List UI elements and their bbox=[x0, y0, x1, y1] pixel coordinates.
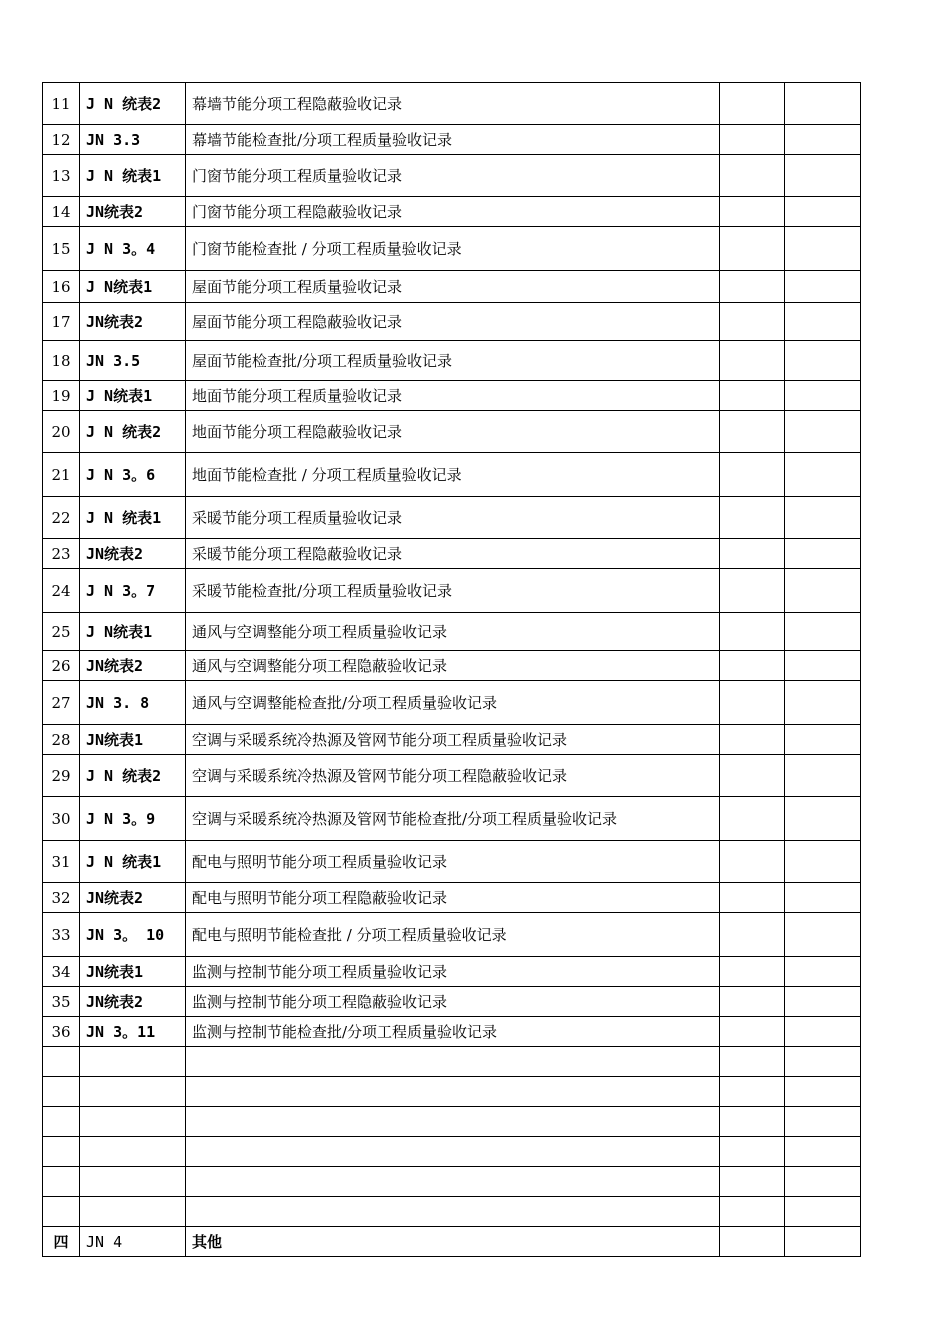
form-code: J N 统表2 bbox=[80, 411, 186, 453]
blank-cell bbox=[785, 539, 861, 569]
blank-cell bbox=[785, 913, 861, 957]
record-title: 屋面节能检查批/分项工程质量验收记录 bbox=[186, 341, 720, 381]
table-row bbox=[43, 227, 861, 271]
record-title: 地面节能分项工程隐蔽验收记录 bbox=[186, 411, 720, 453]
table-row bbox=[43, 1017, 861, 1047]
row-number: 32 bbox=[43, 883, 80, 913]
blank-cell bbox=[785, 497, 861, 539]
table-row bbox=[43, 303, 861, 341]
form-code: JN统表2 bbox=[80, 539, 186, 569]
blank-cell bbox=[720, 1227, 785, 1257]
row-number: 36 bbox=[43, 1017, 80, 1047]
table-row bbox=[43, 651, 861, 681]
blank-cell bbox=[785, 841, 861, 883]
row-number: 26 bbox=[43, 651, 80, 681]
blank-cell bbox=[720, 797, 785, 841]
empty-row bbox=[43, 1137, 861, 1167]
record-title: 配电与照明节能分项工程隐蔽验收记录 bbox=[186, 883, 720, 913]
blank-cell bbox=[43, 1077, 80, 1107]
row-number: 22 bbox=[43, 497, 80, 539]
blank-cell bbox=[785, 755, 861, 797]
blank-cell bbox=[720, 539, 785, 569]
blank-cell bbox=[80, 1137, 186, 1167]
blank-cell bbox=[720, 197, 785, 227]
row-number: 25 bbox=[43, 613, 80, 651]
blank-cell bbox=[720, 569, 785, 613]
blank-cell bbox=[720, 913, 785, 957]
empty-row bbox=[43, 1197, 861, 1227]
empty-row bbox=[43, 1107, 861, 1137]
form-code: J N 统表2 bbox=[80, 755, 186, 797]
form-code: J N 统表1 bbox=[80, 497, 186, 539]
blank-cell bbox=[186, 1107, 720, 1137]
blank-cell bbox=[785, 303, 861, 341]
record-title: 门窗节能分项工程隐蔽验收记录 bbox=[186, 197, 720, 227]
table-row bbox=[43, 197, 861, 227]
blank-cell bbox=[785, 197, 861, 227]
blank-cell bbox=[80, 1077, 186, 1107]
record-title: 屋面节能分项工程隐蔽验收记录 bbox=[186, 303, 720, 341]
record-title: 地面节能检查批 / 分项工程质量验收记录 bbox=[186, 453, 720, 497]
form-code: J N 统表2 bbox=[80, 83, 186, 125]
row-number: 33 bbox=[43, 913, 80, 957]
blank-cell bbox=[785, 125, 861, 155]
table-row bbox=[43, 725, 861, 755]
blank-cell bbox=[720, 381, 785, 411]
table-row bbox=[43, 841, 861, 883]
form-code: J N统表1 bbox=[80, 271, 186, 303]
blank-cell bbox=[785, 1017, 861, 1047]
empty-row bbox=[43, 1047, 861, 1077]
form-code: J N统表1 bbox=[80, 381, 186, 411]
table-row bbox=[43, 957, 861, 987]
record-title: 通风与空调整能分项工程隐蔽验收记录 bbox=[186, 651, 720, 681]
table-row bbox=[43, 341, 861, 381]
row-number: 30 bbox=[43, 797, 80, 841]
table-row bbox=[43, 569, 861, 613]
row-number: 28 bbox=[43, 725, 80, 755]
blank-cell bbox=[80, 1167, 186, 1197]
blank-cell bbox=[720, 1197, 785, 1227]
row-number: 23 bbox=[43, 539, 80, 569]
record-title: 空调与采暖系统冷热源及管网节能分项工程质量验收记录 bbox=[186, 725, 720, 755]
form-code: J N统表1 bbox=[80, 613, 186, 651]
record-title: 监测与控制节能检查批/分项工程质量验收记录 bbox=[186, 1017, 720, 1047]
section-title: 其他 bbox=[186, 1227, 720, 1257]
blank-cell bbox=[785, 1227, 861, 1257]
blank-cell bbox=[720, 1107, 785, 1137]
record-title: 门窗节能检查批 / 分项工程质量验收记录 bbox=[186, 227, 720, 271]
blank-cell bbox=[186, 1167, 720, 1197]
row-number: 17 bbox=[43, 303, 80, 341]
row-number: 11 bbox=[43, 83, 80, 125]
row-number: 15 bbox=[43, 227, 80, 271]
record-title: 通风与空调整能检查批/分项工程质量验收记录 bbox=[186, 681, 720, 725]
table-row bbox=[43, 411, 861, 453]
blank-cell bbox=[785, 381, 861, 411]
empty-row bbox=[43, 1077, 861, 1107]
blank-cell bbox=[785, 569, 861, 613]
blank-cell bbox=[785, 1047, 861, 1077]
record-title: 监测与控制节能分项工程隐蔽验收记录 bbox=[186, 987, 720, 1017]
blank-cell bbox=[186, 1197, 720, 1227]
blank-cell bbox=[785, 1077, 861, 1107]
form-code: J N 3。9 bbox=[80, 797, 186, 841]
blank-cell bbox=[785, 681, 861, 725]
form-code: JN 3。 10 bbox=[80, 913, 186, 957]
blank-cell bbox=[186, 1077, 720, 1107]
blank-cell bbox=[720, 1047, 785, 1077]
blank-cell bbox=[43, 1047, 80, 1077]
row-number: 20 bbox=[43, 411, 80, 453]
row-number: 24 bbox=[43, 569, 80, 613]
blank-cell bbox=[720, 271, 785, 303]
blank-cell bbox=[43, 1197, 80, 1227]
blank-cell bbox=[720, 341, 785, 381]
blank-cell bbox=[785, 1137, 861, 1167]
form-code: J N 统表1 bbox=[80, 841, 186, 883]
row-number: 18 bbox=[43, 341, 80, 381]
blank-cell bbox=[720, 411, 785, 453]
row-number: 16 bbox=[43, 271, 80, 303]
record-title: 配电与照明节能分项工程质量验收记录 bbox=[186, 841, 720, 883]
blank-cell bbox=[785, 957, 861, 987]
blank-cell bbox=[785, 1167, 861, 1197]
blank-cell bbox=[43, 1107, 80, 1137]
blank-cell bbox=[720, 883, 785, 913]
form-code: JN统表2 bbox=[80, 303, 186, 341]
blank-cell bbox=[785, 797, 861, 841]
table-row bbox=[43, 155, 861, 197]
blank-cell bbox=[720, 1137, 785, 1167]
form-code: JN统表2 bbox=[80, 883, 186, 913]
blank-cell bbox=[785, 1197, 861, 1227]
row-number: 35 bbox=[43, 987, 80, 1017]
record-title: 空调与采暖系统冷热源及管网节能分项工程隐蔽验收记录 bbox=[186, 755, 720, 797]
records-table-body bbox=[43, 83, 861, 1257]
form-code: JN统表2 bbox=[80, 197, 186, 227]
record-title: 采暖节能分项工程隐蔽验收记录 bbox=[186, 539, 720, 569]
table-row bbox=[43, 913, 861, 957]
blank-cell bbox=[720, 227, 785, 271]
blank-cell bbox=[720, 303, 785, 341]
blank-cell bbox=[720, 987, 785, 1017]
form-code: JN 3. 8 bbox=[80, 681, 186, 725]
blank-cell bbox=[80, 1047, 186, 1077]
form-code: JN统表2 bbox=[80, 651, 186, 681]
blank-cell bbox=[720, 651, 785, 681]
empty-row bbox=[43, 1167, 861, 1197]
blank-cell bbox=[785, 883, 861, 913]
form-code: JN统表1 bbox=[80, 957, 186, 987]
blank-cell bbox=[785, 987, 861, 1017]
blank-cell bbox=[785, 411, 861, 453]
form-code: JN统表1 bbox=[80, 725, 186, 755]
blank-cell bbox=[785, 83, 861, 125]
blank-cell bbox=[43, 1137, 80, 1167]
form-code: J N 3。4 bbox=[80, 227, 186, 271]
record-title: 屋面节能分项工程质量验收记录 bbox=[186, 271, 720, 303]
record-title: 幕墙节能检查批/分项工程质量验收记录 bbox=[186, 125, 720, 155]
table-row bbox=[43, 797, 861, 841]
records-table bbox=[42, 82, 861, 1257]
form-code: JN统表2 bbox=[80, 987, 186, 1017]
row-number: 13 bbox=[43, 155, 80, 197]
record-title: 监测与控制节能分项工程质量验收记录 bbox=[186, 957, 720, 987]
row-number: 21 bbox=[43, 453, 80, 497]
blank-cell bbox=[720, 155, 785, 197]
row-number: 19 bbox=[43, 381, 80, 411]
table-row bbox=[43, 987, 861, 1017]
record-title: 地面节能分项工程质量验收记录 bbox=[186, 381, 720, 411]
section-code: JN 4 bbox=[80, 1227, 186, 1257]
blank-cell bbox=[720, 83, 785, 125]
row-number: 12 bbox=[43, 125, 80, 155]
table-row bbox=[43, 453, 861, 497]
blank-cell bbox=[720, 125, 785, 155]
row-number: 29 bbox=[43, 755, 80, 797]
blank-cell bbox=[785, 453, 861, 497]
table-row bbox=[43, 883, 861, 913]
table-row bbox=[43, 497, 861, 539]
blank-cell bbox=[720, 1017, 785, 1047]
blank-cell bbox=[720, 841, 785, 883]
blank-cell bbox=[720, 1077, 785, 1107]
table-row bbox=[43, 755, 861, 797]
row-number: 27 bbox=[43, 681, 80, 725]
table-row bbox=[43, 271, 861, 303]
blank-cell bbox=[720, 453, 785, 497]
form-code: J N 统表1 bbox=[80, 155, 186, 197]
form-code: JN 3.3 bbox=[80, 125, 186, 155]
table-row bbox=[43, 613, 861, 651]
blank-cell bbox=[785, 155, 861, 197]
form-code: JN 3.5 bbox=[80, 341, 186, 381]
blank-cell bbox=[785, 227, 861, 271]
row-number: 14 bbox=[43, 197, 80, 227]
table-row bbox=[43, 83, 861, 125]
blank-cell bbox=[43, 1167, 80, 1197]
table-row bbox=[43, 125, 861, 155]
record-title: 空调与采暖系统冷热源及管网节能检查批/分项工程质量验收记录 bbox=[186, 797, 720, 841]
record-title: 幕墙节能分项工程隐蔽验收记录 bbox=[186, 83, 720, 125]
row-number: 31 bbox=[43, 841, 80, 883]
record-title: 门窗节能分项工程质量验收记录 bbox=[186, 155, 720, 197]
record-title: 配电与照明节能检查批 / 分项工程质量验收记录 bbox=[186, 913, 720, 957]
blank-cell bbox=[80, 1107, 186, 1137]
blank-cell bbox=[785, 651, 861, 681]
blank-cell bbox=[785, 341, 861, 381]
blank-cell bbox=[720, 497, 785, 539]
blank-cell bbox=[785, 271, 861, 303]
section-number: 四 bbox=[43, 1227, 80, 1257]
blank-cell bbox=[720, 681, 785, 725]
record-title: 通风与空调整能分项工程质量验收记录 bbox=[186, 613, 720, 651]
blank-cell bbox=[785, 725, 861, 755]
form-code: JN 3。11 bbox=[80, 1017, 186, 1047]
table-row bbox=[43, 381, 861, 411]
blank-cell bbox=[720, 1167, 785, 1197]
record-title: 采暖节能分项工程质量验收记录 bbox=[186, 497, 720, 539]
blank-cell bbox=[186, 1137, 720, 1167]
blank-cell bbox=[720, 613, 785, 651]
blank-cell bbox=[720, 725, 785, 755]
blank-cell bbox=[785, 1107, 861, 1137]
blank-cell bbox=[785, 613, 861, 651]
blank-cell bbox=[720, 755, 785, 797]
form-code: J N 3。7 bbox=[80, 569, 186, 613]
blank-cell bbox=[80, 1197, 186, 1227]
table-row bbox=[43, 681, 861, 725]
table-row bbox=[43, 539, 861, 569]
blank-cell bbox=[720, 957, 785, 987]
form-code: J N 3。6 bbox=[80, 453, 186, 497]
section-row bbox=[43, 1227, 861, 1257]
record-title: 采暖节能检查批/分项工程质量验收记录 bbox=[186, 569, 720, 613]
blank-cell bbox=[186, 1047, 720, 1077]
row-number: 34 bbox=[43, 957, 80, 987]
